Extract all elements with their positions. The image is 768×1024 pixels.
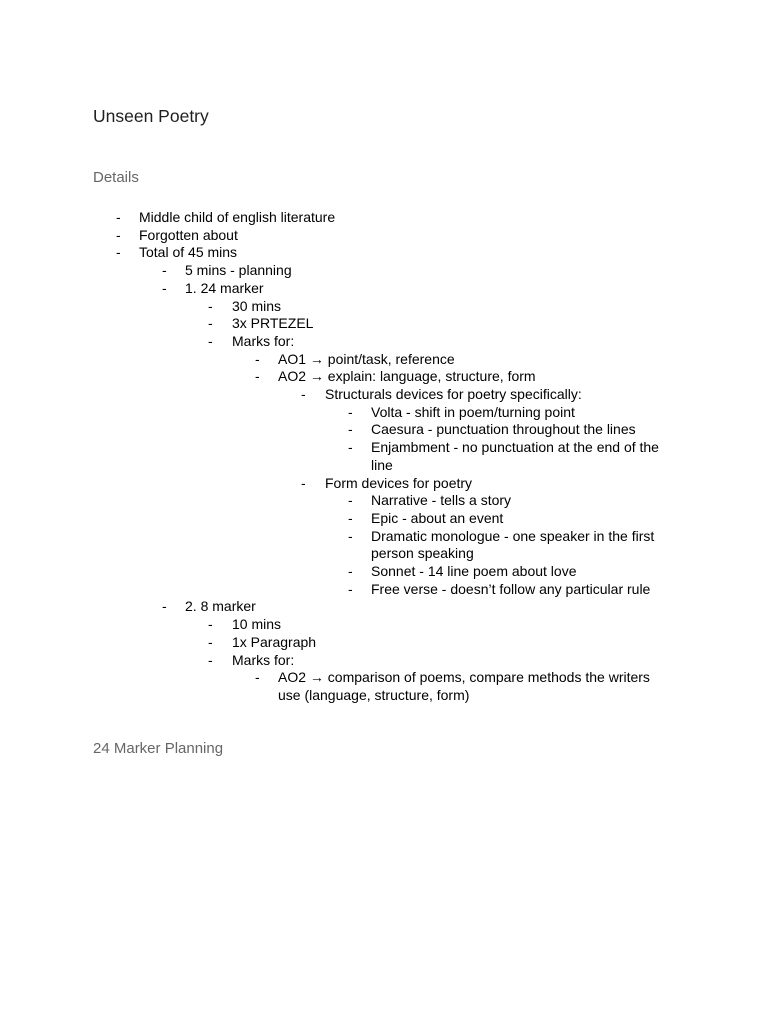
list-item-text: Form devices for poetry [325, 474, 473, 491]
bullet-dash: - [116, 209, 121, 225]
list-item-text: Dramatic monologue - one speaker in the first person speaking [371, 527, 655, 562]
list-item-text: Sonnet - 14 line poem about love [371, 563, 577, 580]
list-item [0, 652, 768, 670]
bullet-dash: - [208, 651, 213, 668]
bullet-dash: - [348, 492, 353, 509]
bullet-dash: - [208, 616, 213, 633]
list-item [0, 492, 768, 510]
bullet-dash: - [348, 580, 353, 597]
document-title: Unseen Poetry [93, 106, 209, 126]
bullet-dash: - [162, 262, 167, 279]
list-item-text: Forgotten about [139, 226, 238, 243]
list-item [0, 298, 768, 316]
list-item-text: Middle child of english literature [139, 209, 336, 225]
bullet-dash: - [116, 226, 121, 243]
list-item [0, 528, 768, 563]
list-item-text: AO1 → point/task, reference [278, 350, 455, 367]
list-item [0, 351, 768, 369]
list-item-text: Enjambment - no punctuation at the end of the line [371, 439, 659, 473]
list-item [0, 280, 768, 298]
bullet-dash: - [255, 368, 260, 385]
bullet-dash: - [348, 527, 353, 544]
list-item [0, 262, 768, 280]
list-item-text: 30 mins [232, 297, 282, 314]
bullet-dash: - [208, 332, 213, 349]
list-item [0, 598, 768, 616]
bullet-dash: - [255, 669, 260, 686]
bullet-dash: - [348, 421, 353, 438]
list-item [0, 386, 768, 404]
bullet-dash: - [162, 279, 167, 296]
list-item-text: Marks for: [232, 651, 295, 668]
list-item-text: 10 mins [232, 616, 282, 633]
list-item-text: Caesura - punctuation throughout the lines [371, 421, 636, 438]
list-item-text: 3x PRTEZEL [232, 315, 314, 332]
bullet-dash: - [348, 403, 353, 420]
list-item-text: Total of 45 mins [139, 244, 238, 261]
list-item-text: Free verse - doesn’t follow any particular rule [371, 580, 651, 597]
list-item-text: Epic - about an event [371, 509, 504, 526]
list-item-text: AO2 → comparison of poems, compare methods the writers use (language, structure, form) [278, 669, 650, 703]
bullet-dash: - [255, 350, 260, 367]
bullet-dash: - [162, 598, 167, 615]
list-item [0, 421, 768, 439]
list-item-text: Volta - shift in poem/turning point [371, 403, 575, 420]
list-item-text: 1. 24 marker [185, 279, 264, 296]
list-item-text: Marks for: [232, 332, 295, 349]
section-heading-24-marker-planning: 24 Marker Planning [93, 740, 224, 757]
list-item-text: 1x Paragraph [232, 633, 317, 650]
list-item-text: 2. 8 marker [185, 598, 256, 615]
bullet-dash: - [208, 633, 213, 650]
list-item-text: 5 mins - planning [185, 262, 292, 279]
list-item-text: AO2 → explain: language, structure, form [278, 368, 536, 385]
list-item [0, 510, 768, 528]
list-item-text: Structurals devices for poetry specifically: [325, 386, 582, 403]
bullet-dash: - [208, 315, 213, 332]
list-item [0, 315, 768, 333]
list-item [0, 209, 768, 227]
bullet-dash: - [116, 244, 121, 261]
bullet-dash: - [348, 563, 353, 580]
list-item [0, 475, 768, 493]
list-item [0, 439, 768, 474]
list-item [0, 333, 768, 351]
list-item [0, 227, 768, 245]
list-item [0, 563, 768, 581]
list-item [0, 634, 768, 652]
list-item [0, 669, 768, 704]
list-item [0, 404, 768, 422]
bullet-dash: - [208, 297, 213, 314]
list-item [0, 581, 768, 599]
bullet-outline [0, 209, 768, 705]
list-item [0, 368, 768, 386]
bullet-dash: - [301, 386, 306, 403]
list-item-text: Narrative - tells a story [371, 492, 512, 509]
bullet-dash: - [301, 474, 306, 491]
list-item [0, 244, 768, 262]
list-item [0, 616, 768, 634]
bullet-dash: - [348, 439, 353, 456]
section-heading-details: Details [93, 169, 139, 186]
bullet-dash: - [348, 509, 353, 526]
